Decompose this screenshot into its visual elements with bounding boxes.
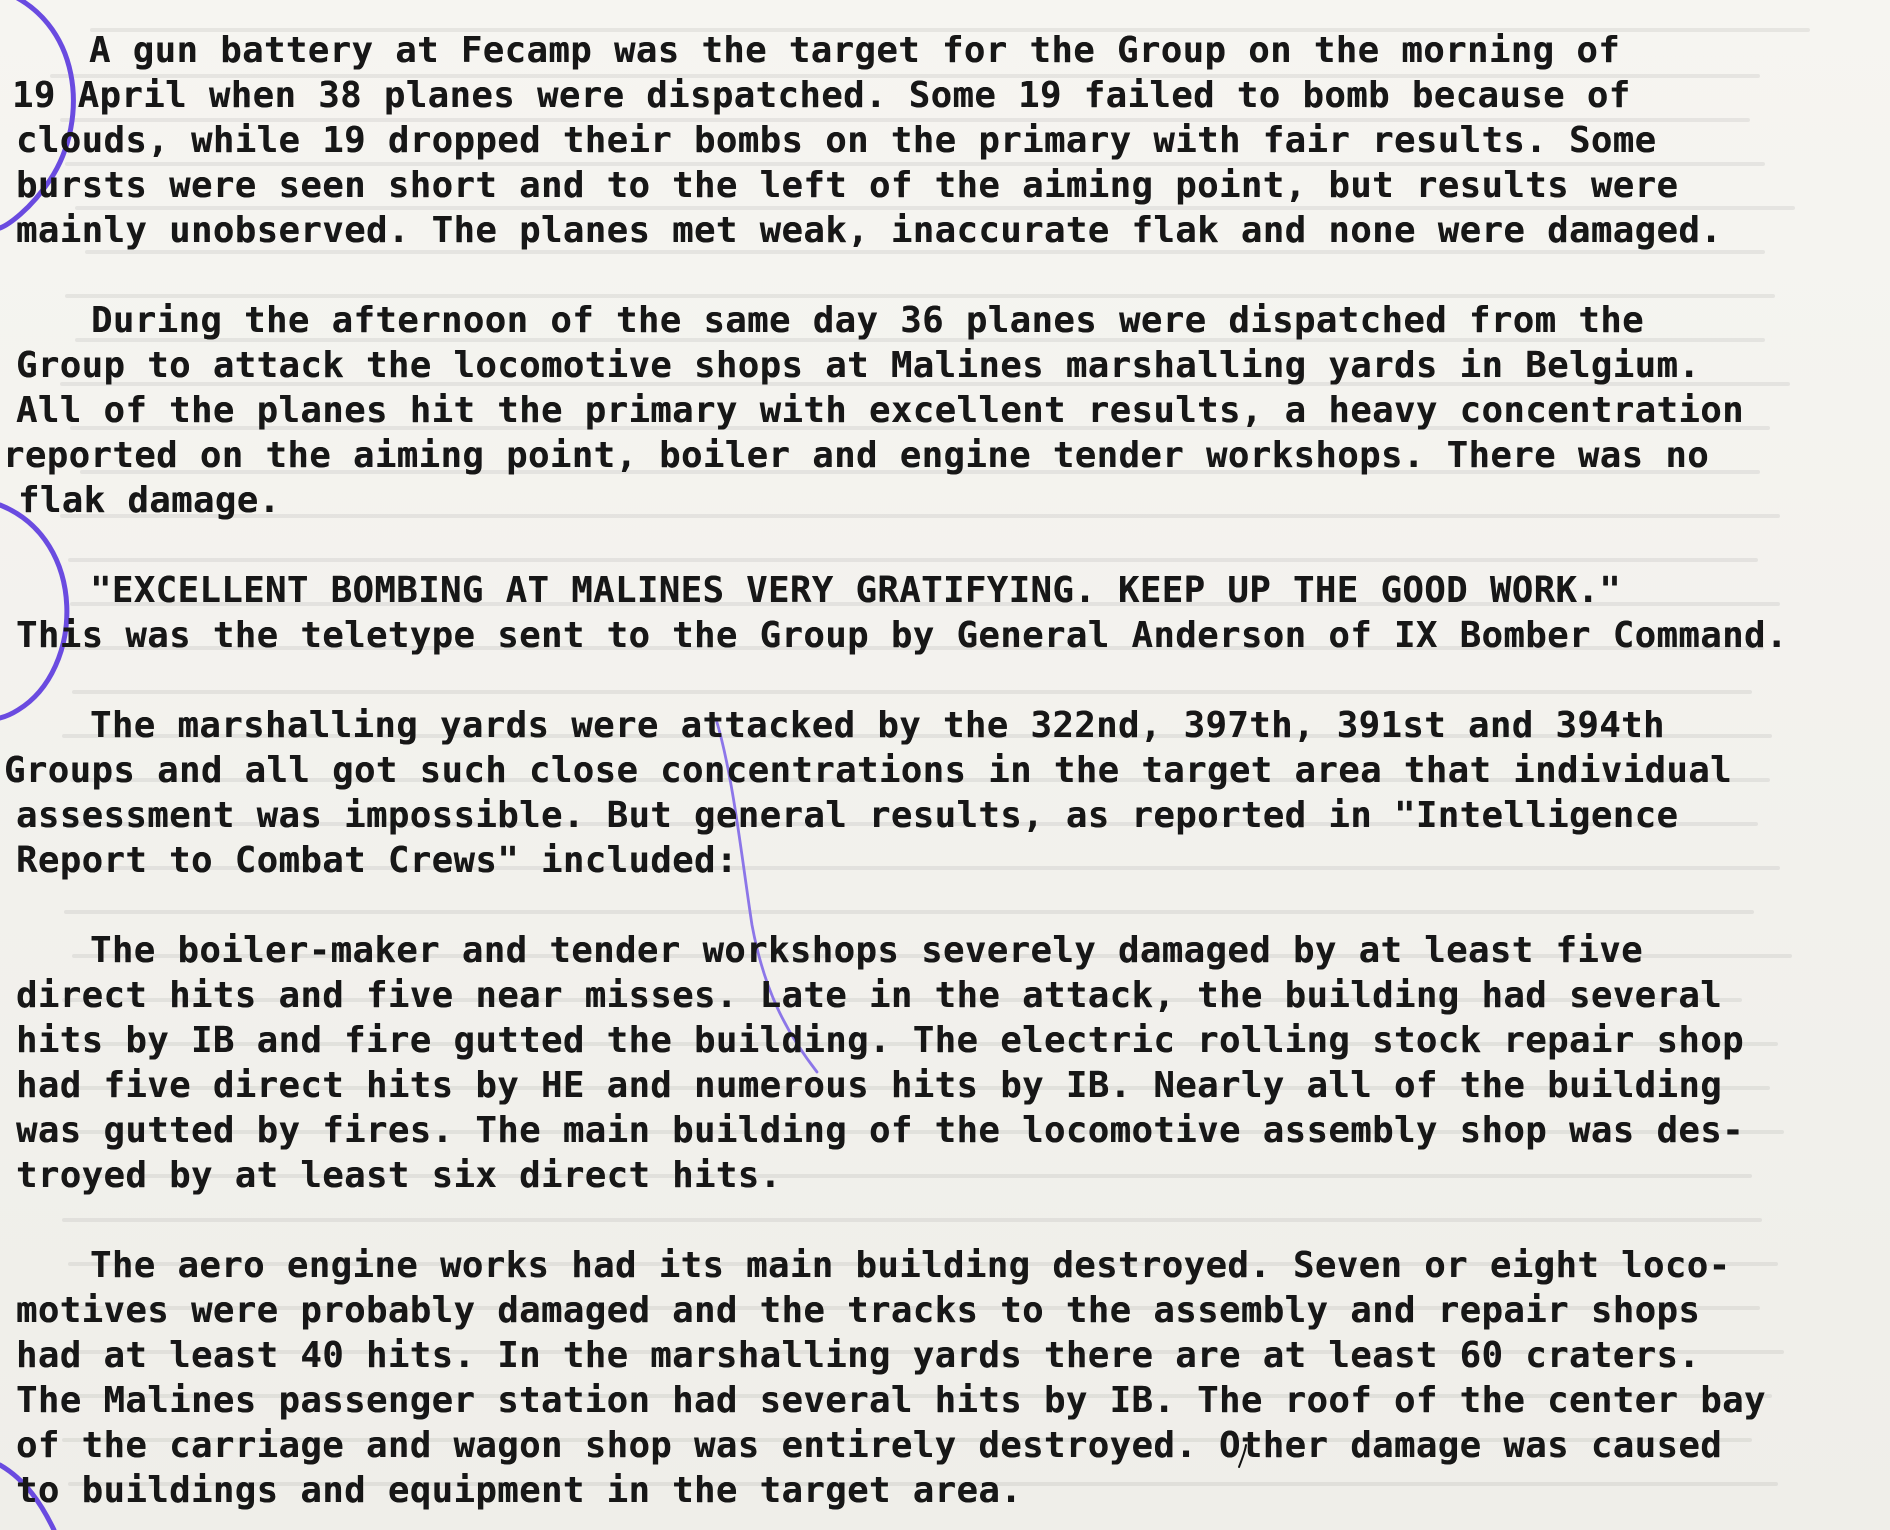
text-line: motives were probably damaged and the tracks to the assembly and repair shops [16,1290,1701,1331]
text-line: reported on the aiming point, boiler and engine tender workshops. There was no [3,435,1710,476]
text-line: had at least 40 hits. In the marshalling yards there are at least 60 craters. [16,1335,1701,1376]
text-line: had five direct hits by HE and numerous hits by IB. Nearly all of the building [16,1065,1723,1106]
text-line: The Malines passenger station had several hits by IB. The roof of the center bay [16,1380,1766,1421]
text-line: to buildings and equipment in the target area. [16,1470,1023,1511]
text-line: Groups and all got such close concentrations in the target area that individual [4,750,1732,791]
text-line: hits by IB and fire gutted the building. The electric rolling stock repair shop [16,1020,1744,1061]
text-line: 19 April when 38 planes were dispatched. Some 19 failed to bomb because of [12,75,1631,116]
text-line: was gutted by fires. The main building of the locomotive assembly shop was des- [16,1110,1744,1151]
text-line: A gun battery at Fecamp was the target for the Group on the morning of [89,30,1621,71]
text-line: troyed by at least six direct hits. [16,1155,782,1196]
text-line: During the afternoon of the same day 36 planes were dispatched from the [91,300,1644,341]
text-line: clouds, while 19 dropped their bombs on the primary with fair results. Some [16,120,1657,161]
text-line: The marshalling yards were attacked by the 322nd, 397th, 391st and 394th [90,705,1665,746]
text-line: This was the teletype sent to the Group by General Anderson of IX Bomber Command. [16,615,1788,656]
text-line: direct hits and five near misses. Late in the attack, the building had several [16,975,1723,1016]
text-line: Group to attack the locomotive shops at Malines marshalling yards in Belgium. [16,345,1701,386]
text-line: of the carriage and wagon shop was entirely destroyed. Other damage was caused [16,1425,1723,1466]
text-line: bursts were seen short and to the left of the aiming point, but results were [16,165,1679,206]
text-line: All of the planes hit the primary with excellent results, a heavy concentration [16,390,1744,431]
text-line: The aero engine works had its main building destroyed. Seven or eight loco- [90,1245,1731,1286]
text-line: assessment was impossible. But general results, as reported in "Intelligence [16,795,1679,836]
text-line: "EXCELLENT BOMBING AT MALINES VERY GRATIFYING. KEEP UP THE GOOD WORK." [90,570,1622,611]
text-line: flak damage. [18,480,281,521]
text-line: mainly unobserved. The planes met weak, inaccurate flak and none were damaged. [16,210,1723,251]
text-line: Report to Combat Crews" included: [16,840,738,881]
text-line: The boiler-maker and tender workshops severely damaged by at least five [90,930,1643,971]
binder-ring-mark-middle [0,505,67,718]
